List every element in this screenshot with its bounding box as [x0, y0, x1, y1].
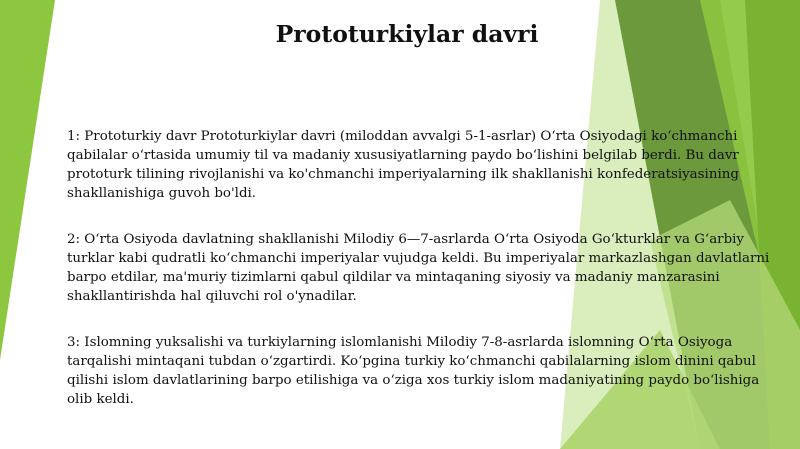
left-green-stripe — [0, 0, 55, 360]
slide-title: Prototurkiylar davri — [275, 20, 539, 48]
slide-body — [67, 127, 787, 436]
paragraph-state-formation: 2: O‘rta Osiyoda davlatning shakllanishi Milodiy 6—7-asrlarda O‘rta Osiyoda Go‘kturklar va G‘arbiy turklar kabi qudratli ko‘chmanchi imperiyalar vujudga keldi. Bu imperiyalar markazlashgan davlatlarni barpo etdilar, ma'muriy tizimlarni qabul qildilar va mintaqaning siyosiy va madaniy manzarasini shakllantirishda hal qiluvchi rol o'ynadilar. — [67, 232, 770, 304]
paragraph-islamization: 3: Islomning yuksalishi va turkiylarning islomlanishi Milodiy 7-8-asrlarda islomning O‘rta Osiyoga tarqalishi mintaqani tubdan o‘zgartirdi. Ko‘pgina turkiy ko‘chmanchi qabilalarning islom dinini qabul qilishi islom davlatlarining barpo etilishiga va o‘ziga xos turkiy islom madaniyatining paydo bo‘lishiga olib keldi. — [67, 335, 760, 407]
paragraph-prototurkic-period: 1: Prototurkiy davr Prototurkiylar davri (miloddan avvalgi 5-1-asrlar) O‘rta Osiyodagi ko‘chmanchi qabilalar o‘rtasida umumiy til va madaniy xususiyatlarning paydo bo‘lishini belgilab berdi. Bu davr prototurk tilining rivojlanishi va ko'chmanchi imperiyalarning ilk shakllanishi konfederatsiyasining shakllanishiga guvoh bo'ldi. — [67, 129, 739, 201]
